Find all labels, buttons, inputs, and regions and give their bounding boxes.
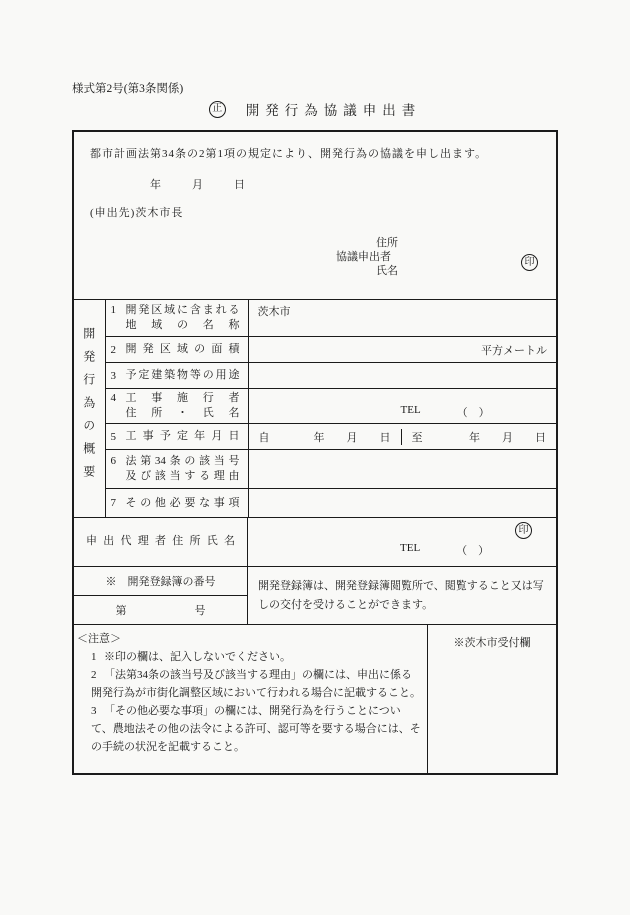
section-side-cell [74, 300, 105, 518]
certified-seal-char: 正 [212, 103, 223, 114]
schedule-from-label: 自 [258, 431, 270, 444]
applicant-seal-char: 印 [524, 256, 535, 268]
registry-note-cell [248, 567, 556, 624]
form-code: 様式第2号(第3条関係) [72, 83, 184, 95]
declaration-text: 都市計画法第34条の2第1項の規定により、開発行為の協議を申し出ます。 [90, 148, 488, 160]
schedule-to-label: 至 [411, 431, 423, 444]
row-label-line: 法第34条の該当号 [125, 455, 240, 467]
district-name-label-cell [105, 300, 248, 337]
note-item-1 [77, 648, 421, 666]
note-text: 「その他必要な事項」の欄には、開発行為を行うことについて、農地法その他の法令による許可、認可等を要する場合には、その手続の状況を記載すること。 [91, 705, 421, 753]
registry-number-prefix: 第 [115, 605, 127, 617]
registry-number-label-line [74, 567, 247, 596]
row-number: 4 [110, 392, 116, 404]
row-label-line: 工事予定年月日 [125, 430, 240, 442]
applicant-role-label: 協議申出者 [336, 251, 391, 263]
table-row-schedule [74, 424, 556, 450]
agent-tel-line [400, 542, 489, 558]
note-item-2 [77, 666, 421, 702]
agent-value-cell [248, 517, 556, 566]
schedule-label-cell [105, 424, 248, 450]
note-number: 3 [91, 705, 97, 717]
date-day-label: 日 [234, 179, 245, 191]
schedule-to-cell [401, 429, 557, 445]
row-number: 5 [110, 430, 116, 443]
note-number: 2 [91, 669, 97, 681]
row-label-line: その他必要な事項 [125, 496, 240, 509]
row-label-line: 工事施行者 [125, 392, 240, 404]
note-number: 1 [91, 651, 97, 663]
row-number: 3 [110, 369, 116, 382]
notes-cell [74, 625, 428, 773]
notes-heading: ＜注意＞ [77, 633, 121, 645]
area-label-cell [105, 337, 248, 363]
row-label-line: 地域の名称 [125, 319, 240, 331]
address-label: 住所 [376, 237, 398, 249]
agent-seal-icon [515, 522, 532, 539]
table-row-contractor [74, 389, 556, 424]
tel-label: TEL [400, 542, 421, 554]
date-month-label: 月 [192, 179, 203, 191]
city-reception-cell [428, 625, 556, 773]
registry-row [74, 567, 556, 625]
tel-paren: （ ） [456, 545, 490, 557]
area-unit-label: 平方メートル [481, 344, 547, 357]
date-year-label: 年 [469, 431, 480, 444]
addressee-label: (申出先)茨木市長 [90, 207, 184, 219]
contractor-label-cell [105, 389, 248, 424]
district-name-value-cell [248, 300, 556, 337]
row-number: 1 [110, 304, 116, 316]
agent-label: 申出代理者住所氏名 [86, 535, 235, 547]
article34-label-cell [105, 450, 248, 489]
registry-number-entry-line [74, 596, 247, 624]
area-value-cell [248, 337, 556, 363]
building-use-label-cell [105, 363, 248, 389]
section-side-label: 開発行為の概要 [81, 326, 96, 488]
date-year-label: 年 [313, 431, 325, 444]
note-text: 「法第34条の該当号及び該当する理由」の欄には、申出に係る開発行為が市街化調整区域において行われる場合に記載すること。 [91, 669, 421, 699]
agent-row [74, 517, 556, 567]
row-number: 7 [110, 497, 116, 509]
table-row-area [74, 337, 556, 363]
note-item-3 [77, 702, 421, 756]
article34-value-cell [248, 450, 556, 489]
form-title-row [0, 99, 630, 119]
agent-seal-char: 印 [518, 524, 529, 536]
table-row-district-name [74, 300, 556, 337]
schedule-from-cell [249, 429, 401, 445]
row-label-line: 及び該当する理由 [125, 470, 240, 482]
registry-note-text: 開発登録簿は、開発登録簿閲覧所で、閲覧すること又は写しの交付を受けることができます。 [258, 579, 544, 611]
applicant-seal-icon [521, 254, 538, 271]
contractor-tel-line [401, 404, 490, 420]
note-text: ※印の欄は、記入しないでください。 [104, 651, 291, 663]
table-row-building-use [74, 363, 556, 389]
building-use-value-cell [248, 363, 556, 389]
date-day-label: 日 [379, 431, 391, 444]
city-reception-label: ※茨木市受付欄 [453, 637, 531, 649]
date-line [150, 176, 245, 192]
page-title: 開発行為協議申出書 [245, 103, 422, 118]
contractor-value-cell [248, 389, 556, 424]
development-summary-table [74, 299, 556, 518]
table-row-other-matters [74, 489, 556, 518]
registry-number-suffix: 号 [194, 605, 206, 617]
table-row-article34 [74, 450, 556, 489]
tel-label: TEL [400, 404, 421, 416]
row-label-line: 開発区域の面積 [125, 343, 240, 355]
row-number: 2 [110, 343, 116, 356]
date-day-label: 日 [535, 431, 546, 444]
certified-seal-icon [209, 101, 226, 118]
district-name-value: 茨木市 [257, 306, 291, 318]
row-number: 6 [110, 455, 116, 467]
tel-paren: （ ） [456, 407, 490, 419]
registry-number-cell [74, 567, 248, 624]
row-label-line: 開発区域に含まれる [125, 304, 240, 316]
name-label: 氏名 [376, 265, 398, 277]
other-matters-value-cell [248, 489, 556, 518]
row-label-line: 予定建築物等の用途 [125, 369, 240, 381]
row-label-line: 住所・氏名 [125, 407, 240, 419]
date-month-label: 月 [502, 431, 513, 444]
schedule-value-cell [248, 424, 556, 450]
other-matters-label-cell [105, 489, 248, 518]
date-year-label: 年 [150, 179, 161, 191]
form-body-frame [72, 130, 558, 775]
registry-number-label: ※ 開発登録簿の番号 [105, 576, 216, 588]
notes-row [74, 625, 556, 773]
date-month-label: 月 [346, 431, 358, 444]
agent-label-cell [74, 517, 248, 566]
